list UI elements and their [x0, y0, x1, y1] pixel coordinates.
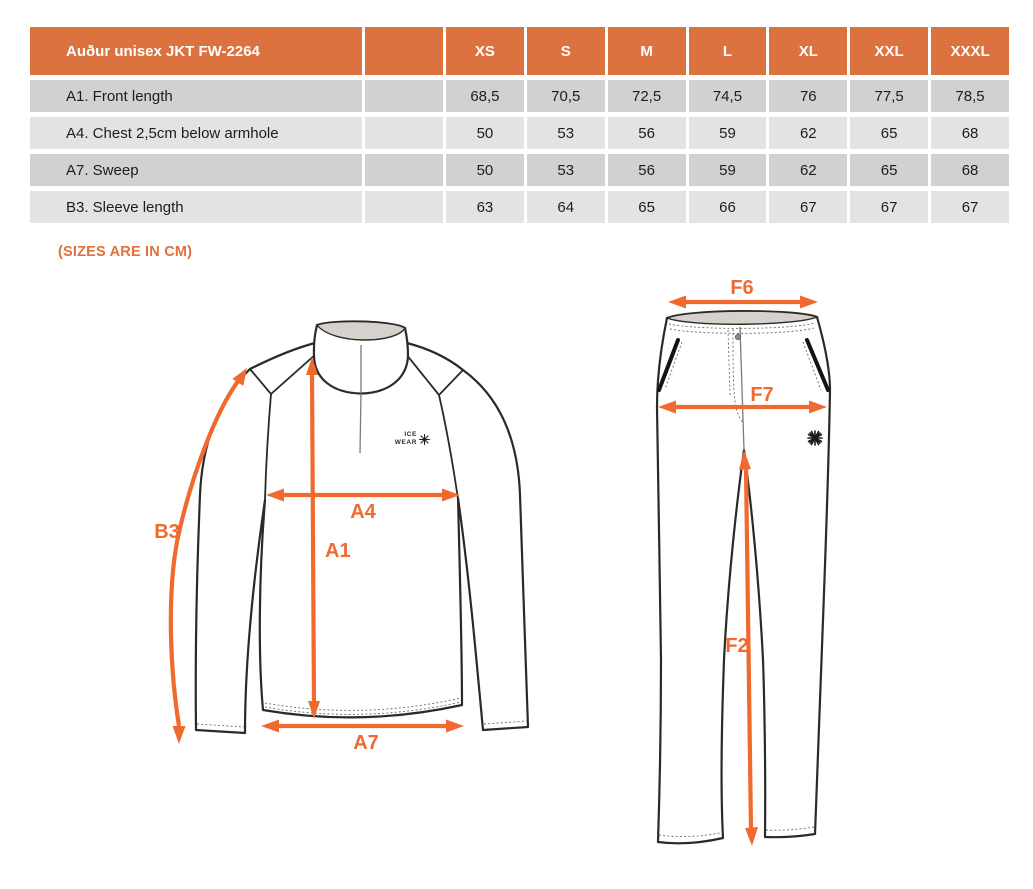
- row-label: A4. Chest 2,5cm below armhole: [30, 117, 362, 149]
- size-header-l: L: [689, 27, 767, 75]
- row-spacer-cell: [365, 117, 443, 149]
- waist-button: [735, 334, 740, 339]
- cell-value: 68: [931, 117, 1009, 149]
- size-header-xxl: XXL: [850, 27, 928, 75]
- snowflake-icon: [808, 431, 822, 445]
- row-spacer-cell: [365, 154, 443, 186]
- waistband-opening: [667, 311, 817, 324]
- jacket-outline: [196, 343, 528, 733]
- a4-label: A4: [350, 501, 376, 523]
- size-header-xs: XS: [446, 27, 524, 75]
- table-row-sleeve-length: [30, 191, 1009, 223]
- table-row-sweep: [30, 154, 1009, 186]
- cell-value: 50: [446, 117, 524, 149]
- size-chart-table: [27, 22, 1012, 228]
- sizes-unit-note: (SIZES ARE IN CM): [58, 244, 193, 260]
- cell-value: 53: [527, 154, 605, 186]
- cell-value: 68,5: [446, 80, 524, 112]
- f7-label: F7: [750, 384, 774, 406]
- pants-outline: [657, 311, 830, 843]
- a7-label: A7: [353, 732, 379, 754]
- row-label: B3. Sleeve length: [30, 191, 362, 223]
- cell-value: 64: [527, 191, 605, 223]
- f6-label: F6: [730, 277, 754, 299]
- cell-value: 68: [931, 154, 1009, 186]
- snowflake-icon: [420, 435, 430, 445]
- b3-label: B3: [154, 521, 180, 543]
- cell-value: 72,5: [608, 80, 686, 112]
- cell-value: 78,5: [931, 80, 1009, 112]
- f2-label: F2: [725, 635, 749, 657]
- table-header-row: [30, 27, 1009, 75]
- cell-value: 67: [850, 191, 928, 223]
- cell-value: 53: [527, 117, 605, 149]
- jacket-diagram: [120, 285, 590, 785]
- cell-value: 66: [689, 191, 767, 223]
- cell-value: 70,5: [527, 80, 605, 112]
- brand-text-line1: ICE: [404, 431, 417, 438]
- header-spacer-cell: [365, 27, 443, 75]
- row-spacer-cell: [365, 80, 443, 112]
- table-title: Auður unisex JKT FW-2264: [30, 27, 362, 75]
- cell-value: 56: [608, 117, 686, 149]
- cell-value: 65: [608, 191, 686, 223]
- cell-value: 59: [689, 117, 767, 149]
- cell-value: 67: [931, 191, 1009, 223]
- pants-diagram: [640, 277, 840, 860]
- size-header-xl: XL: [769, 27, 847, 75]
- cell-value: 77,5: [850, 80, 928, 112]
- cell-value: 59: [689, 154, 767, 186]
- table-row-front-length: [30, 80, 1009, 112]
- cell-value: 74,5: [689, 80, 767, 112]
- row-label: A1. Front length: [30, 80, 362, 112]
- cell-value: 50: [446, 154, 524, 186]
- cell-value: 63: [446, 191, 524, 223]
- cell-value: 56: [608, 154, 686, 186]
- size-header-xxxl: XXXL: [931, 27, 1009, 75]
- brand-text-line2: WEAR: [394, 439, 417, 446]
- cell-value: 65: [850, 154, 928, 186]
- row-spacer-cell: [365, 191, 443, 223]
- cell-value: 67: [769, 191, 847, 223]
- cell-value: 65: [850, 117, 928, 149]
- size-header-m: M: [608, 27, 686, 75]
- row-label: A7. Sweep: [30, 154, 362, 186]
- size-header-s: S: [527, 27, 605, 75]
- cell-value: 76: [769, 80, 847, 112]
- cell-value: 62: [769, 154, 847, 186]
- a1-label: A1: [325, 540, 351, 562]
- a7-arrow: [261, 720, 464, 733]
- cell-value: 62: [769, 117, 847, 149]
- table-row-chest: [30, 117, 1009, 149]
